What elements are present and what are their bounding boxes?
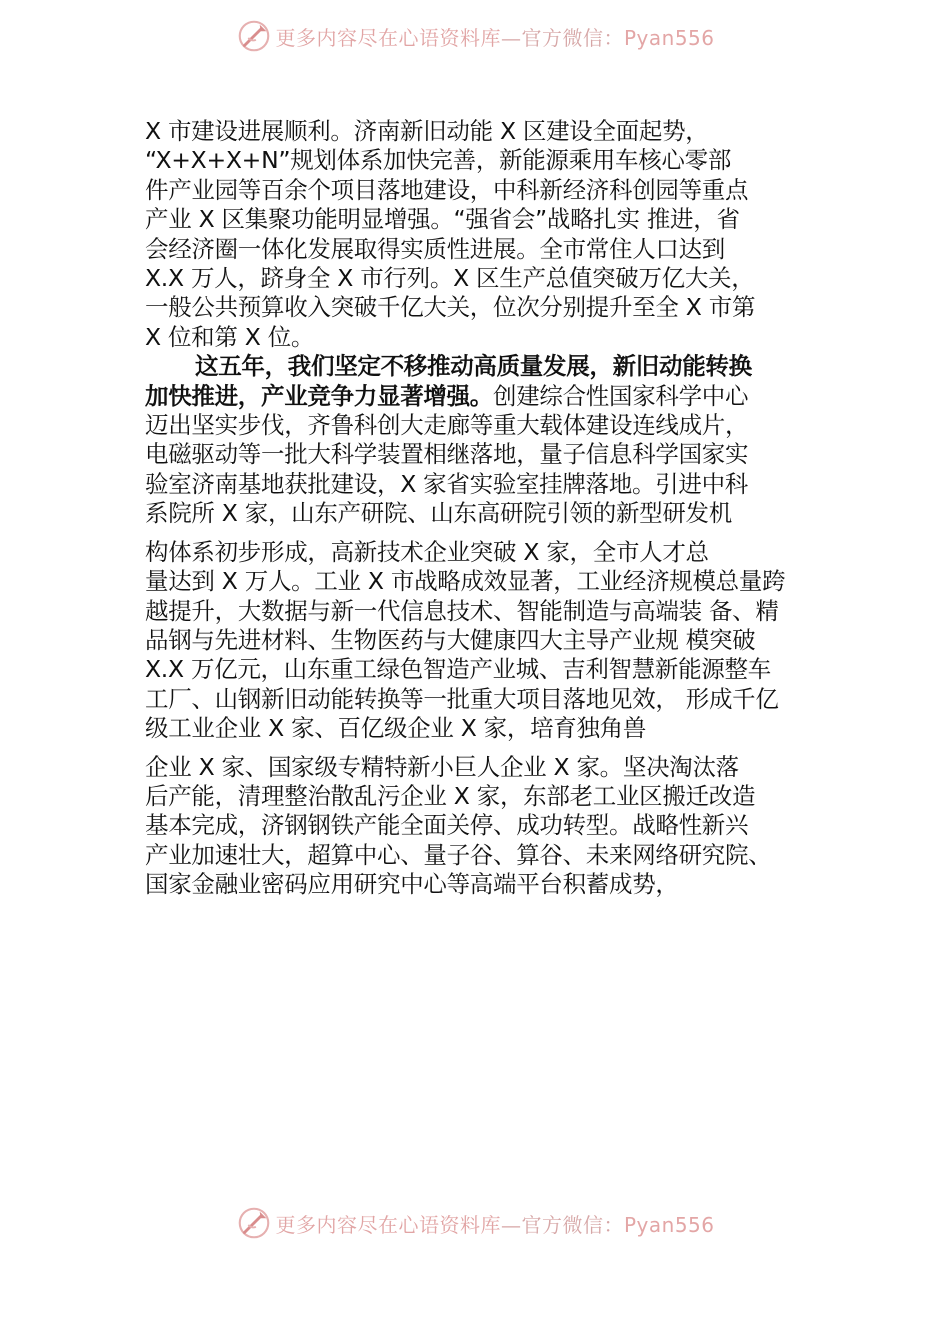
text-line: X.X 万人，跻身全 X 市行列。X 区生产总值突破万亿大关， — [145, 264, 755, 293]
text-line: 件产业园等百余个项目落地建设，中科新经济科创园等重点 — [145, 175, 749, 204]
watermark-site: 更多内容尽在心语资料库 — [275, 25, 501, 50]
text-line: X 位和第 X 位。 — [145, 322, 315, 351]
text-line: 构体系初步形成，高新技术企业突破 X 家，全市人才总 — [145, 537, 709, 566]
text-line: 会经济圈一体化发展取得实质性进展。全市常住人口达到 — [145, 234, 725, 263]
text-line: 产业 X 区集聚功能明显增强。“强省会”战略扎实 推进，省 — [145, 205, 740, 234]
header-watermark — [0, 16, 950, 56]
watermark-dash: — — [500, 1212, 522, 1237]
text-line — [145, 382, 835, 411]
text-line: 迈出坚实步伐，齐鲁科创大走廊等重大载体建设连线成片， — [145, 411, 749, 440]
watermark-logo-icon — [235, 1204, 273, 1242]
paragraph-2-line-rest: 创建综合性国家科学中心 — [493, 381, 749, 410]
watermark-wechat-id: Pyan556 — [623, 1212, 715, 1237]
paragraph-1 — [145, 117, 835, 352]
watermark-wechat-id: Pyan556 — [623, 25, 715, 50]
watermark-dash: — — [500, 25, 522, 50]
text-line: 基本完成，济钢钢铁产能全面关停、成功转型。战略性新兴 — [145, 811, 749, 840]
text-line: 系院所 X 家，山东产研院、山东高研院引领的新型研发机 — [145, 499, 732, 528]
footer-watermark — [0, 1203, 950, 1243]
text-line: 国家金融业密码应用研究中心等高端平台积蓄成势， — [145, 870, 679, 899]
watermark-wechat-label: 官方微信： — [521, 25, 624, 50]
watermark-text — [275, 22, 714, 51]
text-line: 量达到 X 万人。工业 X 市战略成效显著，工业经济规模总量跨 — [145, 567, 786, 596]
text-line: 电磁驱动等一批大科学装置相继落地，量子信息科学国家实 — [145, 440, 749, 469]
text-line: 工厂、山钢新旧动能转换等一批重大项目落地见效， 形成千亿 — [145, 684, 779, 713]
text-line: 后产能，清理整治散乱污企业 X 家，东部老工业区搬迁改造 — [145, 781, 756, 810]
text-line: 产业加速壮大，超算中心、量子谷、算谷、未来网络研究院、 — [145, 840, 772, 869]
document-body — [145, 117, 835, 900]
paragraph-2-heading-line: 这五年，我们坚定不移推动高质量发展，新旧动能转换 — [195, 352, 752, 381]
paragraph-2-heading-end: 加快推进，产业竞争力显著增强。 — [145, 381, 493, 410]
watermark-logo-icon — [235, 17, 273, 55]
text-line: X.X 万亿元，山东重工绿色智造产业城、吉利智慧新能源整车 — [145, 655, 771, 684]
text-line: “X+X+X+N”规划体系加快完善，新能源乘用车核心零部 — [145, 146, 732, 175]
text-line: 级工业企业 X 家、百亿级企业 X 家，培育独角兽 — [145, 714, 647, 743]
text-line: 验室济南基地获批建设，X 家省实验室挂牌落地。引进中科 — [145, 469, 748, 498]
text-line: 越提升，大数据与新一代信息技术、智能制造与高端装 备、精 — [145, 596, 779, 625]
watermark-text — [275, 1209, 714, 1238]
watermark-site: 更多内容尽在心语资料库 — [275, 1212, 501, 1237]
text-line: X 市建设进展顺利。济南新旧动能 X 区建设全面起势， — [145, 117, 709, 145]
text-line: 一般公共预算收入突破千亿大关，位次分别提升至全 X 市第 — [145, 293, 756, 322]
watermark-wechat-label: 官方微信： — [521, 1212, 624, 1237]
text-line: 品钢与先进材料、生物医药与大健康四大主导产业规 模突破 — [145, 625, 756, 654]
text-line: 企业 X 家、国家级专精特新小巨人企业 X 家。坚决淘汰落 — [145, 752, 739, 781]
paragraph-2 — [145, 352, 835, 899]
